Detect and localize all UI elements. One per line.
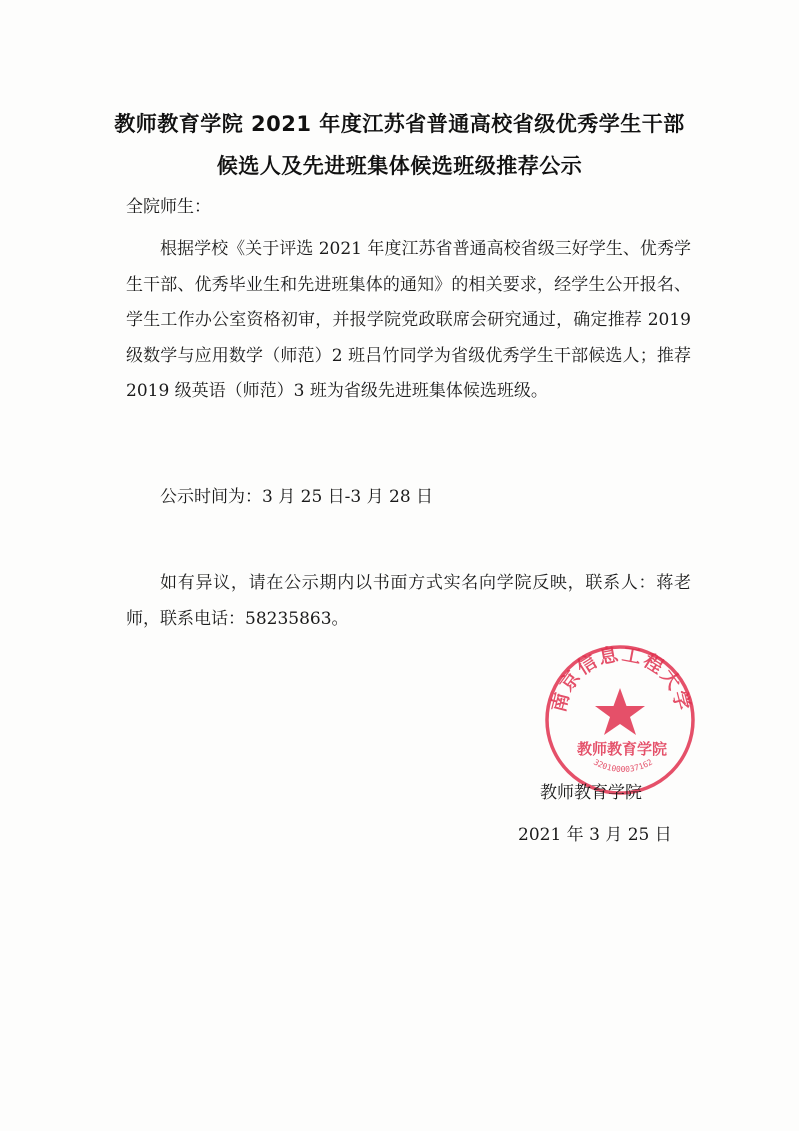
signature-date: 2021 年 3 月 25 日	[518, 825, 672, 845]
seal-star-icon	[595, 688, 645, 735]
signature-department: 教师教育学院	[540, 783, 642, 803]
official-seal-stamp	[540, 640, 700, 800]
objection-notice: 如有异议，请在公示期内以书面方式实名向学院反映，联系人：蒋老师，联系电话：58235863。	[126, 573, 691, 629]
seal-serial-number: 3201000037162	[592, 757, 654, 775]
seal-inner-text: 教师教育学院	[576, 740, 668, 758]
document-title-line-2: 候选人及先进班集体候选班级推荐公示	[216, 154, 583, 178]
document-title-line-1: 教师教育学院 2021 年度江苏省普通高校省级优秀学生干部	[114, 112, 685, 136]
body-paragraph: 根据学校《关于评选 2021 年度江苏省普通高校省级三好学生、优秀学生干部、优秀毕业生和先进班集体的通知》的相关要求，经学生公开报名、学生工作办公室资格初审，并报学院党政联席会研究通过，确定推荐 2019 级数学与应用数学（师范）2 班吕竹同学为省级优秀学生干部候选人；推荐 2019 级英语（师范）3 班为省级先进班集体候选班级。	[126, 239, 691, 401]
seal-outer-text: 南京信息工程大学	[547, 643, 695, 715]
salutation: 全院师生：	[126, 197, 211, 217]
publicity-period: 公示时间为：3 月 25 日-3 月 28 日	[160, 487, 434, 507]
